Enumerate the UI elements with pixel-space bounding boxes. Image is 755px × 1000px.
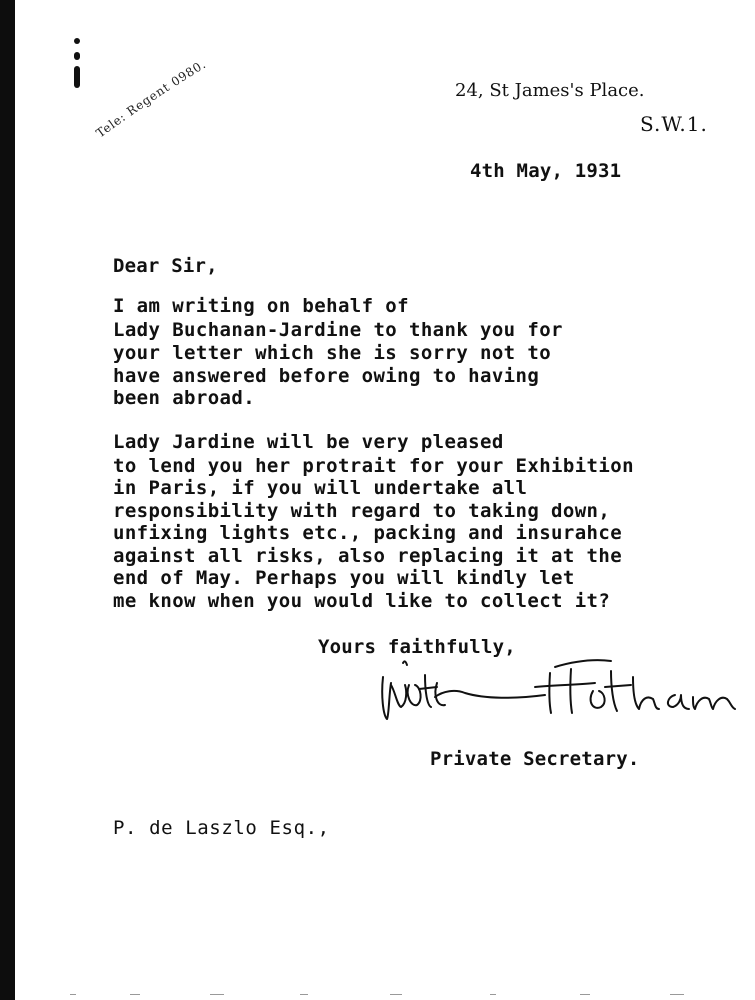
address-line-1: 24, St James's Place. [455, 80, 645, 101]
address-line-2: S.W.1. [640, 112, 708, 136]
svg-text:Tele: Regent 0980. [93, 57, 208, 141]
paragraph-line: responsibility with regard to taking down, [113, 500, 611, 522]
scan-border-specks [60, 994, 740, 996]
closing: Yours faithfully, [318, 636, 516, 658]
paragraph-line: end of May. Perhaps you will kindly let [113, 567, 575, 589]
paragraph-line: Lady Jardine will be very pleased [113, 431, 504, 453]
telephone-text: Tele: Regent 0980. [93, 56, 209, 141]
paragraph-line: me know when you would like to collect it? [113, 590, 611, 612]
paragraph-line: been abroad. [113, 387, 256, 409]
paragraph-line: in Paris, if you will undertake all [113, 477, 528, 499]
paragraph-line: I am writing on behalf of [113, 295, 409, 317]
scan-edge-bar [0, 0, 15, 1000]
paragraph-line: against all risks, also replacing it at the [113, 545, 623, 567]
salutation: Dear Sir, [113, 255, 218, 277]
paragraph-line: your letter which she is sorry not to [113, 342, 552, 364]
signatory-title: Private Secretary. [430, 748, 640, 770]
handwritten-signature [375, 655, 755, 725]
telephone-stamp [80, 20, 260, 150]
letter-date: 4th May, 1931 [470, 160, 622, 182]
paragraph-line: have answered before owing to having [113, 365, 540, 387]
paragraph-line: Lady Buchanan-Jardine to thank you for [113, 319, 563, 341]
paragraph-line: to lend you her protrait for your Exhibition [113, 455, 634, 477]
recipient: P. de Laszlo Esq., [113, 817, 330, 839]
paragraph-line: unfixing lights etc., packing and insurahce [113, 522, 623, 544]
